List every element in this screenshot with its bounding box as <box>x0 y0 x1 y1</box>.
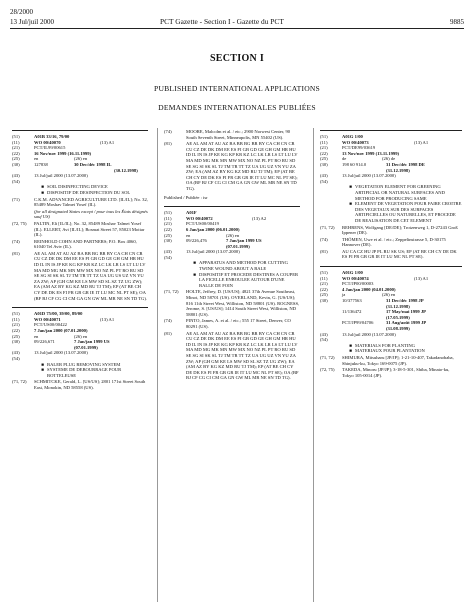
priority-date: 7 Jan/jan 1999 US <box>226 238 262 244</box>
applicant-inventors: HOLTE, Jeffrey, D. [US/US]; 4821 37th Avenue Southeast, Minot, ND 58701 (US). OVERLAND, Kevin, G. [US/US]; 816 11th Street West, Williston, ND 58801 (US). ROGNESS, Jerome, S. [US/US]; 1414 South Street West, Williston, ND 58801 (US). <box>186 289 300 317</box>
record-rule <box>320 266 462 267</box>
inid-code: (22) <box>320 286 328 292</box>
header-rule <box>10 28 464 29</box>
priority-number: 09/226,476 <box>186 238 207 244</box>
priority-number: PCT/JP99/04706 <box>342 320 374 326</box>
kind-code: (13) A2 <box>252 215 267 221</box>
filing-date: 7 Jan/jan 2000 (07.01.2000) <box>34 328 88 333</box>
agent: MOORE, Malcolm et al. / etc.; 2900 Norwest Center, 90 South Seventh Street, Minneapolis, MN 55402 (US). <box>186 129 291 140</box>
field-71 <box>12 379 148 390</box>
inid-code: (30) <box>164 238 172 244</box>
column-divider <box>157 128 158 602</box>
ipc-class: A01B 33/16, 79/00 <box>34 134 70 139</box>
priority-number: 127838 <box>34 161 48 167</box>
agent: PINTO, James, A. et al. / etc.; 555 17 Street, Denver, CO 80291 (US). <box>186 318 291 329</box>
applicant: C.K.M. ADVANCED AGRICULTURE LTD. [IL/IL]; No. 32, 85489 Moshav Talmei Yosef (IL). <box>34 196 148 208</box>
title-fr: ■ DISPOSITIF DE DESINFECTION DU SOL <box>41 189 131 195</box>
inid-code: (51) <box>12 134 20 139</box>
designated-states: AE AL AM AT AU AZ BA BB BG BR BY CA CH CN CR CU CZ DE DK DM EE ES FI GB GD GE GH GM HR HU ID IL IN IS JP KE KG KP KR KZ LC LK LR LS LT LU LV MA MD MG MK MN MW MX NO NZ PL PT RO RU SD SE SG SI SK SL TJ TM TR TT TZ UA UG US UZ VN YU ZA ZW; AP (GH GM KE LS MW SD SL SZ TZ UG ZW); EA (AM AZ BY KG KZ MD RU TJ TM); EP (AT BE CH CY DE DK ES FI FR GB GR IE IT LU MC NL PT SE); OA (BF BJ CF CG CI CM GA GN GW ML MR NE SN TD TG). <box>34 250 148 301</box>
title-en: ■ VEGETATION ELEMENT FOR GREENING ARTIFICIAL OR NATURAL SURFACES AND METHOD FOR PRODUCING SAME <box>349 184 445 201</box>
field-75 <box>320 367 462 378</box>
filing-date: 16 Nov/nov 1999 (16.11.1999) <box>34 150 92 156</box>
applicant-inventor: BEHRENS, Wolfgang [DE/DE]; Trotzenweg 1, D-27243 Groß Ippener (DE). <box>342 224 458 236</box>
priority-date-numeric: (07.01.1999) <box>74 344 98 350</box>
published-note: Published / Publiée : isr <box>164 194 208 200</box>
inid-code: (11) <box>320 275 328 281</box>
record-rule <box>164 206 300 207</box>
priority-number: 10/377563 <box>342 298 362 304</box>
inid-code: (11) <box>320 139 328 145</box>
inid-code: (11) <box>12 139 20 145</box>
title-fr: ■ ELEMENT DE VEGETATION POUR FAIRE CROITRE DES VEGETAUX SUR DES SURFACES ARTIFICIELLES OU NATURELLES, ET PROCEDE DE REALISATION DE CET ELEMENT <box>349 201 462 223</box>
filing-date: 6 Jan/jan 2000 (06.01.2000) <box>186 226 240 232</box>
priority-1: (30) 10/377563 31 Dec/déc 1998 JP <box>320 298 424 304</box>
field-71 <box>164 289 300 317</box>
ipc-class: A01G 1/00 <box>342 270 363 276</box>
inid-code: (72, 75) <box>12 220 27 226</box>
priority-date-numeric: (30.12.1998) <box>114 167 138 173</box>
title-en: ■ BALER PLUG REMOVING SYSTEM <box>41 361 121 367</box>
application-number: PCT/DE99/03619 <box>342 145 376 151</box>
inid-code: (81) <box>164 141 172 147</box>
column-1 <box>12 128 148 392</box>
field-81 <box>164 331 300 381</box>
designated-states: AE AL AM AT AU AZ BA BB BG BR BY CA CH CN CR CU CZ DE DK DM EE ES FI GB GD GE GH GM HR HU ID IL IN IS JP KE KG KP KR KZ LC LK LR LS LT LU LV MA MD MG MK MN MW MX NO NZ PL PT RO RU SD SE SG SI SK SL TJ TM TR TT TZ UA UG UZ VN YU ZA ZW; AP (GH GM KE LS MW SD SL SZ TZ UG ZW); EA (AM AZ BY KG KZ MD RU TJ TM); EP (AT BE CH CY DE DK ES FI FR GB GR IE IT LU MC NL PT SE); OA (BF BJ CF CG CI CM GA GN GW ML MR NE SN TD TG). <box>186 330 299 381</box>
inid-code: (21) <box>164 221 172 227</box>
section-subtitle-en: PUBLISHED INTERNATIONAL APPLICATIONS <box>154 84 320 93</box>
field-54: (54) <box>164 254 172 260</box>
field-71 <box>320 225 462 236</box>
inid-code: (81) <box>320 248 328 254</box>
title-fr: ■ DISPOSITIF ET PROCEDE DESTINES A COUPER LA FICELLE ENROULEE AUTOUR D'UNE BALLE DE FOIN <box>193 271 299 288</box>
ipc-class: A01F <box>186 210 197 216</box>
applicant-inventor: SHIMURA, Mitsuharu [JP/JP]; 1-21-10-407, Takadanobaba, Shinjuku-ku, Tokyo 169-0075 (JP). <box>342 354 454 366</box>
column-divider <box>313 128 314 602</box>
inid-code: (51) <box>320 134 328 139</box>
inid-code: (74) <box>320 236 328 242</box>
priority-date: 17 May/mai 1999 JP <box>386 309 426 315</box>
header-page-no-left: 28/2000 <box>10 8 33 16</box>
inid-code: (30) <box>12 161 20 167</box>
inid-code: (51) <box>12 311 20 317</box>
field-71 <box>320 355 462 366</box>
kind-code: (13) A1 <box>414 139 429 145</box>
publication-number: WO 00/40073 <box>342 139 369 145</box>
inventor-applicant: TAKEDA, Minoru [JP/JP]; 3-18-5-301, Shiba, Minato-ku, Tokyo 105-0014 (JP). <box>342 367 450 378</box>
ipc-class: A01D 75/00, 39/00, 89/00 <box>34 311 83 317</box>
field-71 <box>12 197 148 208</box>
field-54: (54) <box>12 355 20 361</box>
inid-code: (11) <box>164 215 172 221</box>
inid-code: (72, 75) <box>320 367 335 373</box>
inid-code: (43) <box>164 249 172 255</box>
record-rule <box>320 130 462 131</box>
applicant-note: (for all designated States except / pour tous les États désignés sauf US) <box>34 208 148 220</box>
field-74 <box>164 318 300 329</box>
publication-language: (26) en <box>382 292 396 298</box>
title-en: ■ MATERIALS FOR PLANTING <box>349 342 415 348</box>
inid-code: (74) <box>164 318 172 324</box>
kind-code: (13) A1 <box>100 139 115 145</box>
inid-code: (30) <box>320 161 328 167</box>
field-81 <box>320 249 462 260</box>
agent: THÖMEN, Uwe et al. / etc.; Zeppelinstrasse 5, D-30175 Hannover (DE). <box>342 236 446 248</box>
inid-code: (51) <box>320 270 328 276</box>
inid-code: (21) <box>320 145 328 151</box>
filing-language: en <box>34 156 39 162</box>
priority-number: 11/136472 <box>342 309 362 315</box>
kind-code: (13) A1 <box>100 316 115 322</box>
title-en: ■ SOIL DISINFECTING DEVICE <box>41 184 108 190</box>
publication-number: WO 00/40074 <box>342 275 369 281</box>
inid-code: (21) <box>320 281 328 287</box>
publication-date: 13 Jul/juil 2000 (13.07.2000) <box>34 350 88 356</box>
header-gazette-title: PCT Gazette - Section I - Gazette du PCT <box>160 17 284 26</box>
filing-language: en <box>186 232 191 238</box>
inid-code: (71, 72) <box>320 224 335 230</box>
title-fr: ■ MATERIAUX POUR PLANTATION <box>349 348 425 354</box>
designated-states: AU CA CZ HU JP PL RU SK US; EP (AT BE CH CY DE DK ES FI FR GB GR IE IT LU MC NL PT SE). <box>342 248 457 260</box>
column-3 <box>320 128 462 379</box>
publication-date: 13 Jul/juil 2000 (13.07.2000) <box>342 331 396 337</box>
publication-number: WO 00/40071 <box>34 316 61 322</box>
application-number: PCT/US00/00419 <box>186 221 219 227</box>
record-rule <box>12 130 148 131</box>
application-number: PCT/JP00/00003 <box>342 281 374 287</box>
field-54: (54) <box>320 178 328 184</box>
field-54: (54) <box>320 337 328 343</box>
field-54: (54) <box>12 178 20 184</box>
inid-code: (21) <box>12 322 20 328</box>
designated-states: AE AL AM AT AU AZ BA BB BG BR BY CA CH CN CR CU CZ DE DK DM EE ES FI GB GD GE GH GM HR HU ID IL IN IS JP KE KG KP KR KZ LC LK LR LS LT LU LV MA MD MG MK MN MW MX NO NZ PL PT RO RU SD SE SG SI SK SL TJ TM TR TT TZ UA UG UZ VN YU ZA ZW; EA (AM AZ BY KG KZ MD RU TJ TM); EP (AT BE CH CY DE DK ES FI FR GB GR IE IT LU MC NL PT SE); OA (BF BJ CF CG CI CM GA GN GW ML MR NE SN TD TG). <box>186 141 298 191</box>
inid-code: (43) <box>12 350 20 356</box>
header-page-no-right: 9885 <box>450 18 464 26</box>
priority-number: 09/226,671 <box>34 339 55 345</box>
inid-code: (25) <box>12 156 20 162</box>
application-number: PCT/IL99/00615 <box>34 145 66 151</box>
inid-code: (11) <box>12 316 20 322</box>
section-subtitle-fr: DEMANDES INTERNATIONALES PUBLIÉES <box>158 103 316 112</box>
inid-code: (71) <box>12 196 20 202</box>
priority-date: 7 Jan/jan 1999 US <box>74 339 110 345</box>
inid-code: (22) <box>164 226 172 232</box>
publication-date: 13 Jul/juil 2000 (13.07.2000) <box>186 249 240 255</box>
field-74 <box>12 239 148 250</box>
inid-code: (25) <box>320 292 328 298</box>
filing-language: ja <box>342 292 346 298</box>
inid-code: (81) <box>164 330 172 336</box>
publication-language: (26) en <box>74 156 88 162</box>
field-81 <box>164 141 300 191</box>
inventors: PALTIN, Eli [IL/IL]; No. 32, 85489 Moshav Talmei Yosef (IL). ELLERT, Avi [IL/IL]; Bosmat Street 57, 85023 Moitar (IL). <box>34 220 145 238</box>
inid-code: (43) <box>320 173 328 179</box>
record-rule <box>12 307 148 308</box>
field-74 <box>320 237 462 248</box>
inid-code: (21) <box>12 145 20 151</box>
publication-number: WO 00/40070 <box>34 139 61 145</box>
field-72 <box>12 221 148 238</box>
title-en: ■ APPARATUS AND METHOD FOR CUTTING TWINE WOUND ABOUT A BALE <box>193 260 288 272</box>
publication-date: 13 Jul/juil 2000 (13.07.2000) <box>342 173 396 179</box>
inid-code: (25) <box>164 232 172 238</box>
inid-code: (74) <box>164 129 172 134</box>
publication-number: WO 00/40072 <box>186 215 213 221</box>
inid-code: (30) <box>12 339 20 345</box>
inid-code: (71, 72) <box>320 354 335 360</box>
inid-code: (22) <box>12 328 20 333</box>
ipc-class: A01G 1/00 <box>342 134 363 139</box>
inid-code: (81) <box>12 250 20 256</box>
applicant-inventor: SCHMITCKE, Gerald, L. [US/US]; 2801 171st Street South East, Monokin, ND 58558 (US). <box>34 379 146 390</box>
kind-code: (13) A1 <box>414 275 429 281</box>
priority-date: 31 Aug/août 1999 JP <box>386 320 427 326</box>
filing-date: 4 Jan/jan 2000 (04.01.2000) <box>342 286 396 292</box>
inid-code: (22) <box>320 150 328 156</box>
inid-code: (25) <box>12 333 20 339</box>
priority-date: 30 Dec/déc 1998 IL <box>74 161 112 167</box>
inid-code: (43) <box>12 173 20 179</box>
field-81 <box>12 251 148 301</box>
filing-language: en <box>34 333 39 339</box>
header-date: 13 Jul/juil 2000 <box>10 18 54 26</box>
priority-date-numeric: (31.12.1998) <box>386 167 410 173</box>
field-71-note <box>12 209 148 220</box>
inid-code: (74) <box>12 238 20 244</box>
application-number: PCT/US00/00422 <box>34 322 67 328</box>
field-74 <box>164 129 300 140</box>
section-title: SECTION I <box>209 53 265 64</box>
inid-code: (25) <box>320 156 328 162</box>
title-fr: ■ SYSTEME DE DEBOURRAGE POUR BOTTELEUSE <box>41 367 122 378</box>
publication-date: 13 Jul/juil 2000 (13.07.2000) <box>34 173 88 179</box>
publication-language: (26) en <box>226 232 240 238</box>
priority-number: 198 60 914.0 <box>342 161 367 167</box>
filing-date: 13 Nov/nov 1999 (13.11.1999) <box>342 150 400 156</box>
priority-date-numeric: (17.05.1999) <box>386 314 410 320</box>
inid-code: (71, 72) <box>12 379 27 385</box>
priority-date-numeric: (31.08.1999) <box>386 326 410 331</box>
priority-date: 31 Dec/déc 1998 JP <box>386 298 424 304</box>
priority-date: 31 Dec/déc 1998 DE <box>386 161 425 167</box>
priority-date-numeric: (07.01.1999) <box>226 243 250 249</box>
inid-code: (43) <box>320 331 328 337</box>
publication-language: (26) de <box>382 156 396 162</box>
agent: REINHOLD COHN AND PARTNERS; P.O. Box 4060, 61040 Tel Aviv (IL). <box>34 238 137 250</box>
inid-code: (71, 72) <box>164 289 179 295</box>
priority-date-numeric: (31.12.1998) <box>386 303 410 309</box>
column-2 <box>164 128 300 382</box>
filing-language: de <box>342 156 347 162</box>
publication-language: (26) en <box>74 333 88 339</box>
inid-code: (51) <box>164 210 172 216</box>
inid-code: (22) <box>12 150 20 156</box>
